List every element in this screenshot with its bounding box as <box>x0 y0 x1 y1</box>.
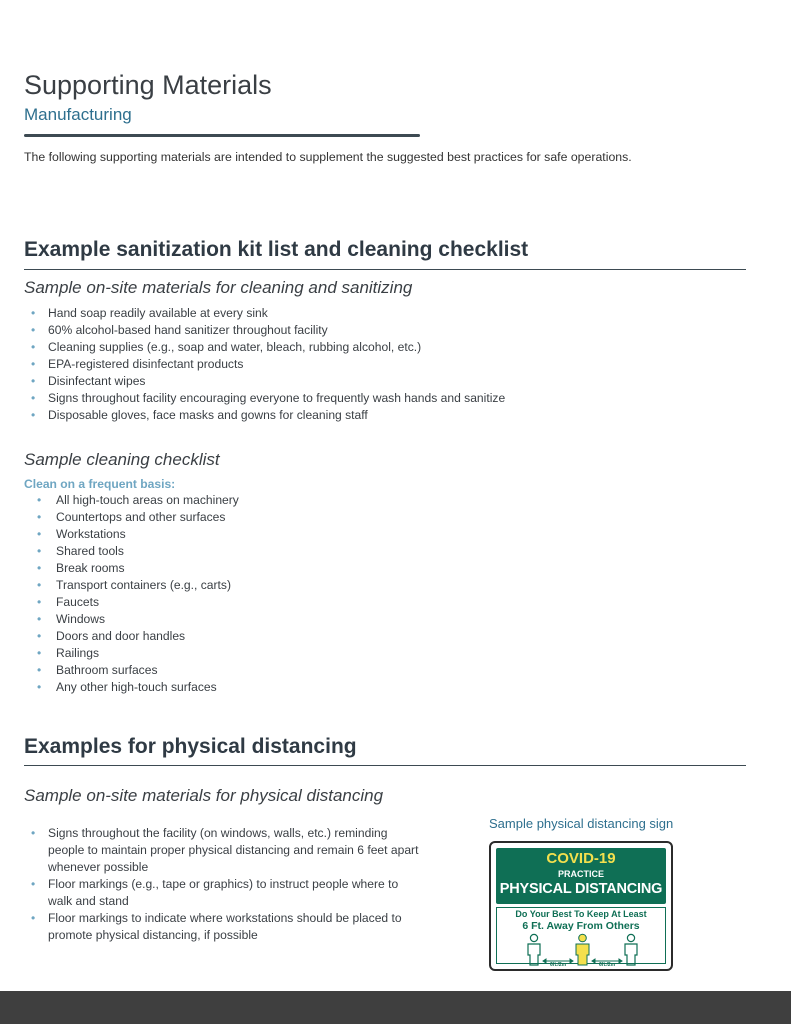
list-item-text: All high-touch areas on machinery <box>56 493 239 507</box>
bullet-icon: • <box>37 510 42 524</box>
list-item-text: Railings <box>56 646 100 660</box>
list-item <box>24 825 424 876</box>
title-divider <box>24 134 420 137</box>
bullet-icon: • <box>31 306 36 320</box>
list-item <box>24 910 424 944</box>
list-item-text: Bathroom surfaces <box>56 663 158 677</box>
bullet-icon: • <box>37 527 42 541</box>
subheading-cleaning-checklist: Sample cleaning checklist <box>24 450 220 469</box>
checklist-heading: Clean on a frequent basis: <box>24 477 176 491</box>
list-item <box>24 594 524 611</box>
list-item <box>24 407 724 424</box>
list-item-text: Disposable gloves, face masks and gowns for cleaning staff <box>48 408 368 422</box>
list-item-text: Signs throughout facility encouraging everyone to frequently wash hands and sanitize <box>48 391 506 405</box>
list-item-text: Workstations <box>56 527 126 541</box>
list-item-text: Countertops and other surfaces <box>56 510 226 524</box>
sign-figures <box>497 933 665 967</box>
list-item-text: Any other high-touch surfaces <box>56 680 217 694</box>
section-heading-sanitization: Example sanitization kit list and cleaning checklist <box>24 238 529 261</box>
bullet-icon: • <box>37 561 42 575</box>
page-title: Supporting Materials <box>24 70 272 100</box>
list-item-text: Floor markings to indicate where workstations should be placed to promote physical distancing, if possible <box>48 911 402 942</box>
list-item-text: 60% alcohol-based hand sanitizer throughout facility <box>48 323 328 337</box>
sign-feet-text: 6 Ft. Away From Others <box>522 920 640 932</box>
distancing-materials-list <box>24 825 424 944</box>
bullet-icon: • <box>37 629 42 643</box>
list-item-text: Disinfectant wipes <box>48 374 146 388</box>
list-item <box>24 492 524 509</box>
sign-best-text: Do Your Best To Keep At Least <box>515 909 647 919</box>
page-subtitle: Manufacturing <box>24 105 132 124</box>
cleaning-checklist <box>24 492 524 696</box>
bullet-icon: • <box>37 646 42 660</box>
list-item <box>24 611 524 628</box>
list-item-text: Signs throughout the facility (on windows, walls, etc.) reminding people to maintain proper physical distancing and remain 6 feet apart whenever possible <box>48 826 419 874</box>
bullet-icon: • <box>37 595 42 609</box>
bullet-icon: • <box>37 663 42 677</box>
list-item <box>24 560 524 577</box>
list-item <box>24 526 524 543</box>
intro-text: The following supporting materials are intended to supplement the suggested best practices for safe operations. <box>24 150 632 164</box>
bullet-icon: • <box>31 391 36 405</box>
list-item <box>24 356 724 373</box>
sign-body-panel <box>496 907 666 968</box>
list-item-text: Floor markings (e.g., tape or graphics) to instruct people where to walk and stand <box>48 877 399 908</box>
subheading-cleaning-materials: Sample on-site materials for cleaning and sanitizing <box>24 278 413 297</box>
list-item <box>24 628 524 645</box>
sign-caption: Sample physical distancing sign <box>489 816 674 831</box>
bullet-icon: • <box>37 680 42 694</box>
list-item <box>24 339 724 356</box>
list-item <box>24 305 724 322</box>
section-divider <box>24 765 746 766</box>
list-item-text: Shared tools <box>56 544 124 558</box>
people-distancing-icon <box>497 933 667 967</box>
sign-practice-text: PRACTICE <box>557 869 604 879</box>
bullet-icon: • <box>31 408 36 422</box>
sign-header-panel <box>496 848 666 904</box>
distance-label-left: 6ft./2m <box>550 962 567 968</box>
bullet-icon: • <box>31 911 36 925</box>
footer-bar <box>0 991 791 1024</box>
list-item <box>24 645 524 662</box>
bullet-icon: • <box>37 578 42 592</box>
bullet-icon: • <box>31 877 36 891</box>
bullet-icon: • <box>31 340 36 354</box>
cleaning-materials-list <box>24 305 724 424</box>
distance-label-right: 6ft./2m <box>599 962 616 968</box>
list-item <box>24 577 524 594</box>
subheading-distancing-materials: Sample on-site materials for physical distancing <box>24 786 384 805</box>
list-item <box>24 390 724 407</box>
list-item-text: EPA-registered disinfectant products <box>48 357 244 371</box>
section-divider <box>24 269 746 270</box>
bullet-icon: • <box>37 544 42 558</box>
bullet-icon: • <box>31 323 36 337</box>
bullet-icon: • <box>31 357 36 371</box>
bullet-icon: • <box>37 612 42 626</box>
sign-covid-text: COVID-19 <box>546 850 616 867</box>
list-item-text: Break rooms <box>56 561 125 575</box>
list-item-text: Hand soap readily available at every sink <box>48 306 268 320</box>
list-item <box>24 509 524 526</box>
list-item-text: Faucets <box>56 595 100 609</box>
bullet-icon: • <box>37 493 42 507</box>
list-item <box>24 662 524 679</box>
list-item-text: Cleaning supplies (e.g., soap and water, bleach, rubbing alcohol, etc.) <box>48 340 422 354</box>
sign-distancing-text: PHYSICAL DISTANCING <box>499 881 663 897</box>
list-item <box>24 543 524 560</box>
bullet-icon: • <box>31 374 36 388</box>
list-item <box>24 679 524 696</box>
bullet-icon: • <box>31 826 36 840</box>
list-item-text: Windows <box>56 612 106 626</box>
list-item <box>24 876 424 910</box>
list-item <box>24 322 724 339</box>
section-heading-distancing: Examples for physical distancing <box>24 735 357 758</box>
physical-distancing-sign <box>489 841 673 971</box>
list-item-text: Doors and door handles <box>56 629 186 643</box>
list-item <box>24 373 724 390</box>
list-item-text: Transport containers (e.g., carts) <box>56 578 231 592</box>
